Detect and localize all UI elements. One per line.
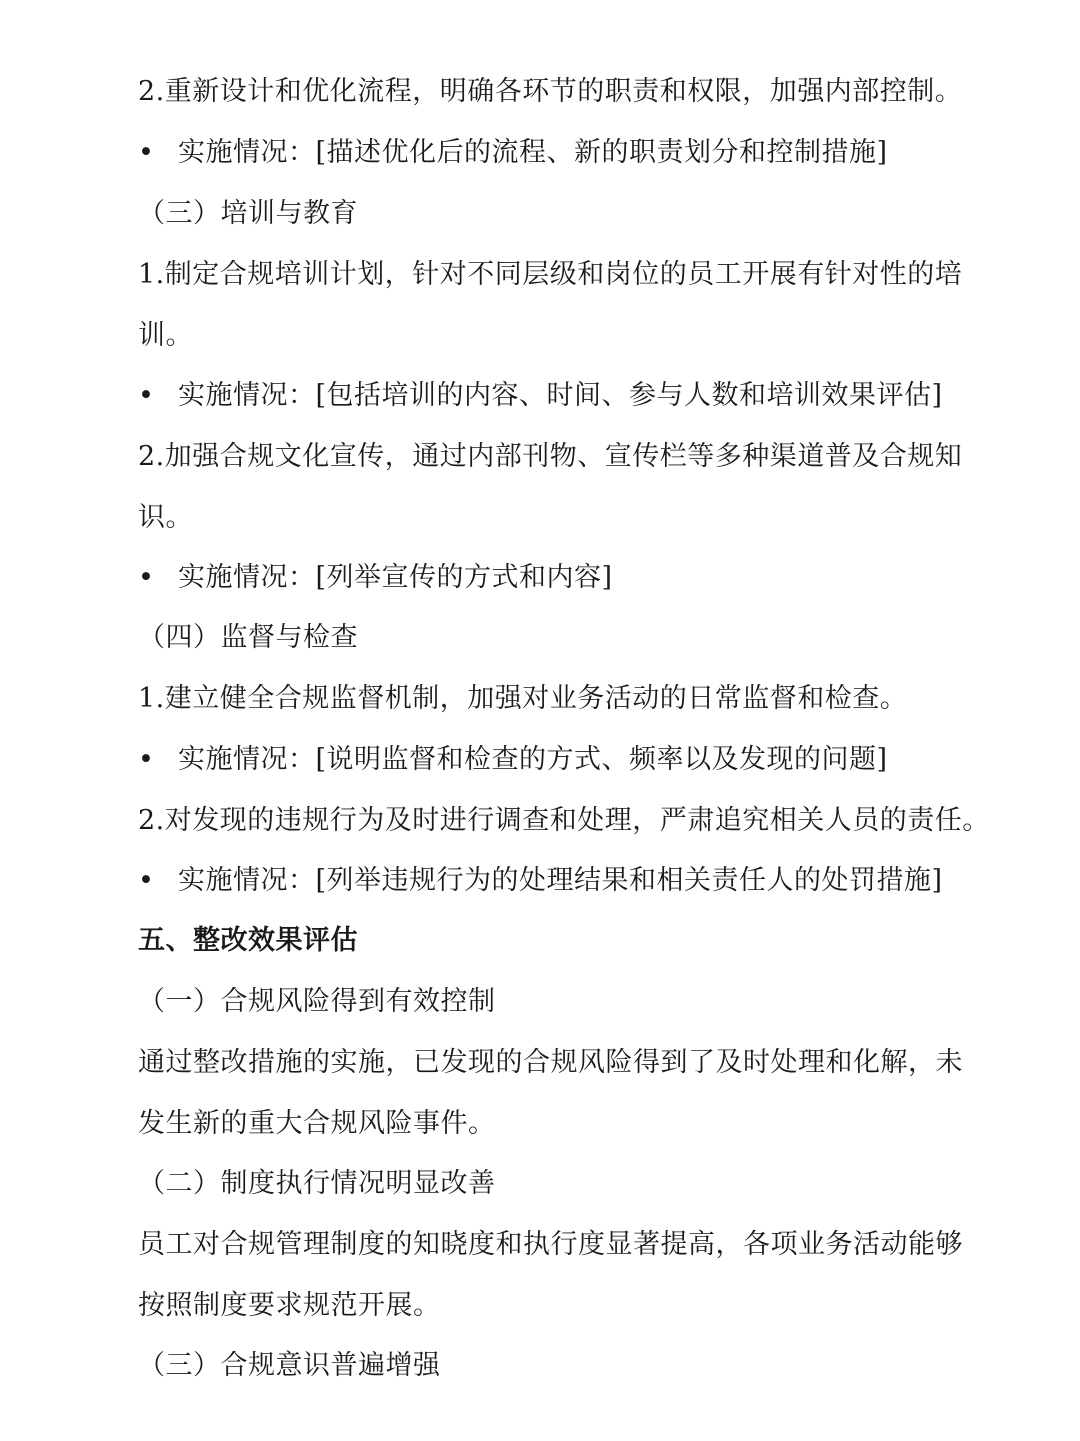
bullet-process-implementation: [138, 135, 888, 171]
section-training-heading: （三）培训与教育: [138, 198, 358, 229]
bullet-icon: •: [138, 137, 155, 168]
bullet-text: 实施情况：[列举违规行为的处理结果和相关责任人的处罚措施]: [178, 865, 943, 896]
risk-control-paragraph: 通过整改措施的实施，已发现的合规风险得到了及时处理和化解，未: [138, 1047, 963, 1078]
violation-handling-item: 2.对发现的违规行为及时进行调查和处理，严肃追究相关人员的责任。: [138, 805, 990, 836]
chapter-five-heading: 五、整改效果评估: [138, 925, 358, 956]
section-supervision-heading: （四）监督与检查: [138, 622, 358, 653]
bullet-icon: •: [138, 380, 155, 411]
training-plan-item-cont: 训。: [138, 320, 193, 351]
process-optimization-item: 2.重新设计和优化流程，明确各环节的职责和权限，加强内部控制。: [138, 76, 963, 107]
subsection-execution-heading: （二）制度执行情况明显改善: [138, 1168, 496, 1199]
bullet-supervision-implementation: [138, 742, 888, 778]
culture-promotion-item: 2.加强合规文化宣传，通过内部刊物、宣传栏等多种渠道普及合规知: [138, 441, 963, 472]
execution-paragraph: 员工对合规管理制度的知晓度和执行度显著提高，各项业务活动能够: [138, 1229, 963, 1260]
bullet-text: 实施情况：[说明监督和检查的方式、频率以及发现的问题]: [178, 744, 888, 775]
bullet-icon: •: [138, 865, 155, 896]
subsection-awareness-heading: （三）合规意识普遍增强: [138, 1350, 441, 1381]
bullet-training-implementation: [138, 378, 943, 414]
bullet-icon: •: [138, 562, 155, 593]
risk-control-paragraph-cont: 发生新的重大合规风险事件。: [138, 1108, 496, 1139]
bullet-icon: •: [138, 744, 155, 775]
bullet-text: 实施情况：[列举宣传的方式和内容]: [178, 562, 613, 593]
bullet-text: 实施情况：[包括培训的内容、时间、参与人数和培训效果评估]: [178, 380, 943, 411]
bullet-promotion-implementation: [138, 560, 613, 596]
supervision-mechanism-item: 1.建立健全合规监督机制，加强对业务活动的日常监督和检查。: [138, 683, 908, 714]
subsection-risk-control-heading: （一）合规风险得到有效控制: [138, 986, 496, 1017]
training-plan-item: 1.制定合规培训计划，针对不同层级和岗位的员工开展有针对性的培: [138, 259, 963, 290]
culture-promotion-item-cont: 识。: [138, 502, 193, 533]
bullet-text: 实施情况：[描述优化后的流程、新的职责划分和控制措施]: [178, 137, 888, 168]
bullet-violation-implementation: [138, 863, 943, 899]
execution-paragraph-cont: 按照制度要求规范开展。: [138, 1290, 441, 1321]
